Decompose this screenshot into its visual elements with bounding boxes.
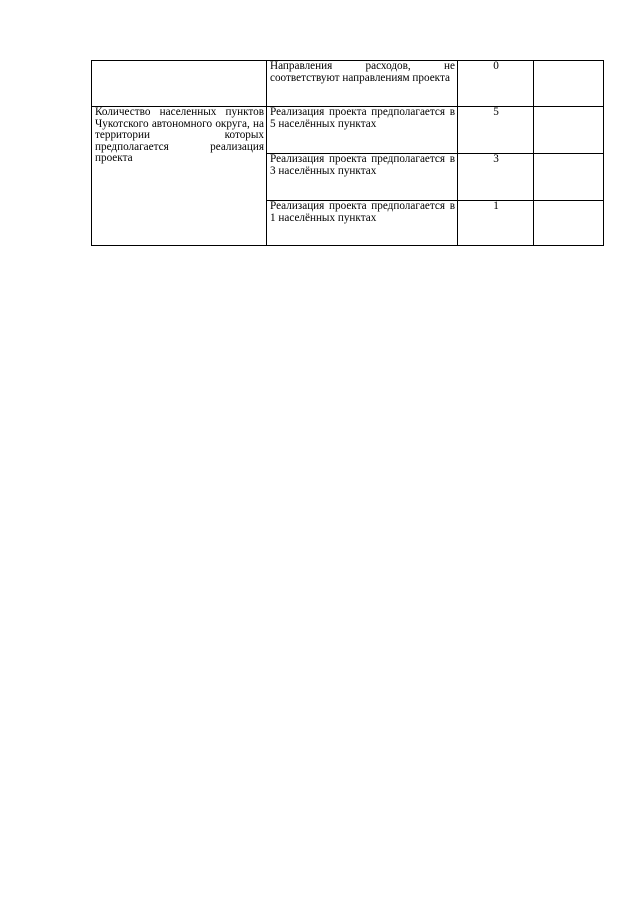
criteria-table bbox=[91, 60, 604, 246]
score-cell: 3 bbox=[458, 154, 534, 201]
description-cell: Реализация проекта предполагается в 3 населённых пунктах bbox=[267, 154, 458, 201]
note-cell bbox=[534, 154, 604, 201]
score-cell: 5 bbox=[458, 107, 534, 154]
description-cell: Направления расходов, не соответствуют направлениям проекта bbox=[267, 61, 458, 107]
criterion-cell bbox=[92, 61, 267, 107]
description-cell: Реализация проекта предполагается в 1 населённых пунктах bbox=[267, 201, 458, 246]
score-cell: 0 bbox=[458, 61, 534, 107]
note-cell bbox=[534, 61, 604, 107]
table-row bbox=[92, 107, 604, 154]
description-cell: Реализация проекта предполагается в 5 населённых пунктах bbox=[267, 107, 458, 154]
score-cell: 1 bbox=[458, 201, 534, 246]
note-cell bbox=[534, 201, 604, 246]
note-cell bbox=[534, 107, 604, 154]
criterion-cell: Количество населенных пунктов Чукотского автономного округа, на территории которых предполагается реализация проекта bbox=[92, 107, 267, 246]
table-row bbox=[92, 61, 604, 107]
